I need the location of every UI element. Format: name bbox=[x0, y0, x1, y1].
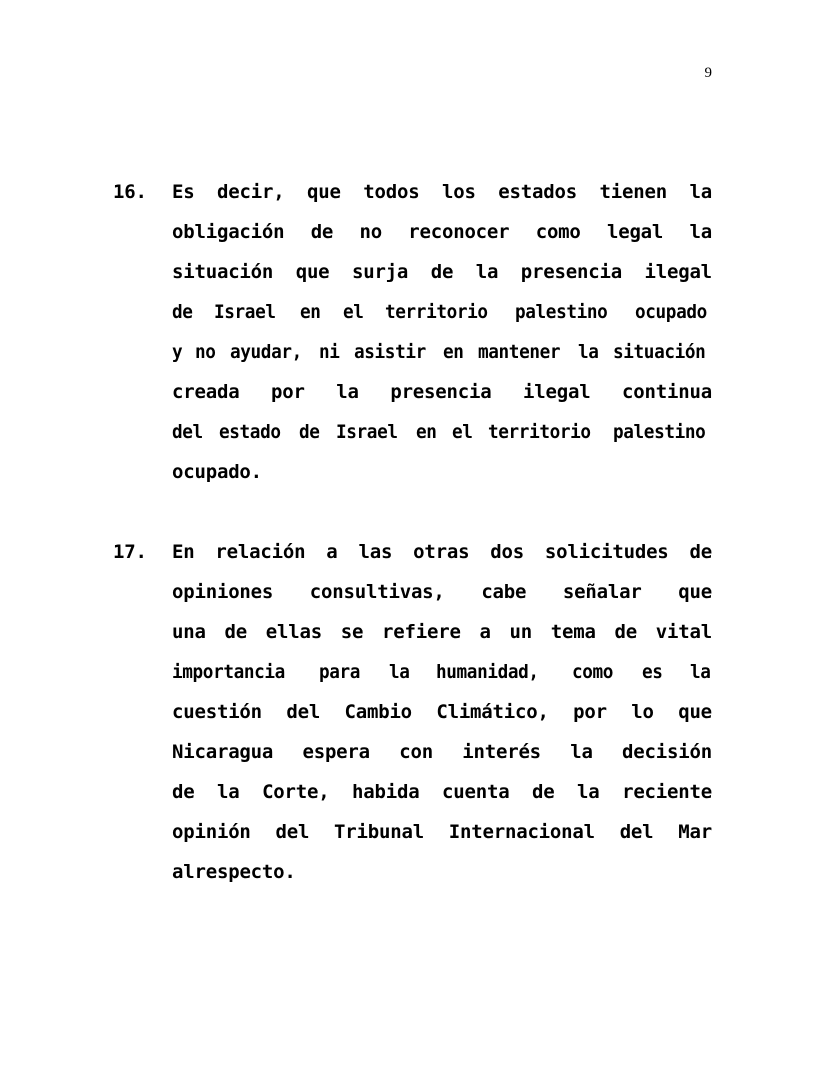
word: Cambio bbox=[344, 701, 412, 723]
word: cabe bbox=[481, 581, 527, 603]
word: de bbox=[430, 261, 454, 283]
word: cuestión bbox=[172, 701, 262, 723]
text-line bbox=[172, 412, 712, 452]
word: relación bbox=[215, 541, 306, 563]
word: decir, bbox=[217, 181, 285, 203]
word: una bbox=[172, 621, 206, 643]
word: la bbox=[570, 741, 593, 763]
word: respecto. bbox=[194, 861, 296, 883]
word: la bbox=[577, 781, 600, 803]
word: la bbox=[388, 661, 410, 683]
word: es bbox=[642, 661, 663, 683]
word: vital bbox=[655, 621, 712, 643]
word: importancia bbox=[172, 661, 285, 683]
text-line bbox=[172, 812, 712, 852]
word: obligación bbox=[172, 221, 285, 243]
word: territorio bbox=[384, 301, 488, 323]
word: por bbox=[573, 701, 607, 723]
word: legal bbox=[606, 221, 664, 243]
word: reconocer bbox=[408, 221, 510, 243]
word: creada bbox=[172, 381, 240, 403]
word: ayudar, bbox=[229, 341, 302, 363]
word: de bbox=[224, 621, 247, 643]
word: estado bbox=[219, 421, 281, 443]
text-line bbox=[172, 212, 712, 252]
paragraph-text bbox=[172, 172, 712, 492]
word: como bbox=[535, 221, 581, 243]
text-line bbox=[172, 612, 712, 652]
word: ocupado. bbox=[172, 461, 262, 483]
word: la bbox=[217, 781, 240, 803]
word: en bbox=[300, 301, 322, 323]
word: cuenta bbox=[442, 781, 510, 803]
word: no bbox=[359, 221, 382, 243]
word: de bbox=[614, 621, 638, 643]
word: Tribunal bbox=[334, 821, 424, 843]
word: que bbox=[678, 581, 712, 603]
word: de bbox=[532, 781, 555, 803]
word: el bbox=[342, 301, 364, 323]
word: surja bbox=[351, 261, 409, 283]
word: en bbox=[443, 341, 464, 363]
word: consultivas, bbox=[309, 581, 445, 603]
word: las bbox=[358, 541, 393, 563]
text-line bbox=[172, 172, 712, 212]
word: que bbox=[307, 181, 341, 203]
text-line bbox=[172, 532, 712, 572]
word: de bbox=[172, 301, 193, 323]
document-body bbox=[113, 172, 712, 892]
word: mantener bbox=[477, 341, 560, 363]
word: del bbox=[286, 701, 321, 723]
text-line bbox=[172, 252, 712, 292]
word: ni bbox=[319, 341, 340, 363]
word: por bbox=[271, 381, 305, 403]
word: se bbox=[340, 621, 364, 643]
word: Corte, bbox=[262, 781, 330, 803]
word: del bbox=[619, 821, 654, 843]
word: y bbox=[172, 341, 183, 363]
word: que bbox=[295, 261, 330, 283]
word: un bbox=[509, 621, 532, 643]
word: la bbox=[475, 261, 499, 283]
text-line bbox=[172, 572, 712, 612]
text-line bbox=[172, 852, 712, 892]
word: que bbox=[678, 701, 712, 723]
word: la bbox=[689, 221, 712, 243]
text-line bbox=[172, 692, 712, 732]
text-line bbox=[172, 772, 712, 812]
word: Climático, bbox=[436, 701, 549, 723]
numbered-paragraph bbox=[113, 172, 712, 492]
word: Internacional bbox=[448, 821, 595, 843]
page-number: 9 bbox=[704, 65, 712, 81]
word: ilegal bbox=[644, 261, 712, 283]
word: Israel bbox=[335, 421, 398, 443]
word: de bbox=[310, 221, 334, 243]
paragraph-text bbox=[172, 532, 712, 892]
word: de bbox=[299, 421, 320, 443]
word: para bbox=[319, 661, 361, 683]
word: tema bbox=[550, 621, 596, 643]
word: señalar bbox=[562, 581, 642, 603]
word: a bbox=[326, 541, 338, 563]
word: estados bbox=[498, 181, 577, 203]
word: palestino bbox=[612, 421, 705, 443]
word: Es bbox=[172, 181, 195, 203]
paragraph-number: 16. bbox=[113, 181, 147, 203]
word: no bbox=[195, 341, 216, 363]
word: En bbox=[172, 541, 195, 563]
word: territorio bbox=[488, 421, 591, 443]
word: con bbox=[399, 741, 433, 763]
text-line bbox=[172, 332, 712, 372]
word: del bbox=[275, 821, 310, 843]
word: reciente bbox=[622, 781, 712, 803]
word: refiere bbox=[382, 621, 461, 643]
word: el bbox=[451, 421, 473, 443]
word: a bbox=[479, 621, 491, 643]
word: en bbox=[415, 421, 437, 443]
word: humanidad, bbox=[436, 661, 540, 683]
word: dos bbox=[490, 541, 524, 563]
text-line bbox=[172, 732, 712, 772]
word: espera bbox=[302, 741, 370, 763]
word: del bbox=[172, 421, 203, 443]
word: como bbox=[572, 661, 614, 683]
word: tienen bbox=[599, 181, 667, 203]
word: presencia bbox=[390, 381, 492, 403]
word: la bbox=[689, 661, 711, 683]
word: asistir bbox=[353, 341, 426, 363]
word: lo bbox=[631, 701, 654, 723]
word: al bbox=[172, 861, 195, 883]
word: opinión bbox=[172, 821, 251, 843]
paragraph-number: 17. bbox=[113, 541, 147, 563]
word: otras bbox=[413, 541, 470, 563]
word: situación bbox=[172, 261, 274, 283]
word: decisión bbox=[622, 741, 712, 763]
word: ellas bbox=[265, 621, 322, 643]
text-line bbox=[172, 372, 712, 412]
word: la bbox=[689, 181, 712, 203]
word: ocupado bbox=[634, 301, 707, 323]
word: ilegal bbox=[523, 381, 591, 403]
word: Nicaragua bbox=[172, 741, 274, 763]
word: continua bbox=[622, 381, 712, 403]
word: la bbox=[578, 341, 599, 363]
word: de bbox=[689, 541, 712, 563]
word: solicitudes bbox=[544, 541, 669, 563]
word: habida bbox=[352, 781, 420, 803]
text-line bbox=[172, 452, 712, 492]
word: interés bbox=[462, 741, 541, 763]
word: los bbox=[442, 181, 476, 203]
numbered-paragraph bbox=[113, 532, 712, 892]
word: de bbox=[172, 781, 195, 803]
text-line bbox=[172, 652, 712, 692]
word: todos bbox=[363, 181, 420, 203]
text-line bbox=[172, 292, 712, 332]
word: Israel bbox=[214, 301, 276, 323]
word: Mar bbox=[678, 821, 712, 843]
word: situación bbox=[612, 341, 706, 363]
word: presencia bbox=[520, 261, 622, 283]
word: opiniones bbox=[172, 581, 274, 603]
word: la bbox=[336, 381, 359, 403]
word: palestino bbox=[515, 301, 608, 323]
